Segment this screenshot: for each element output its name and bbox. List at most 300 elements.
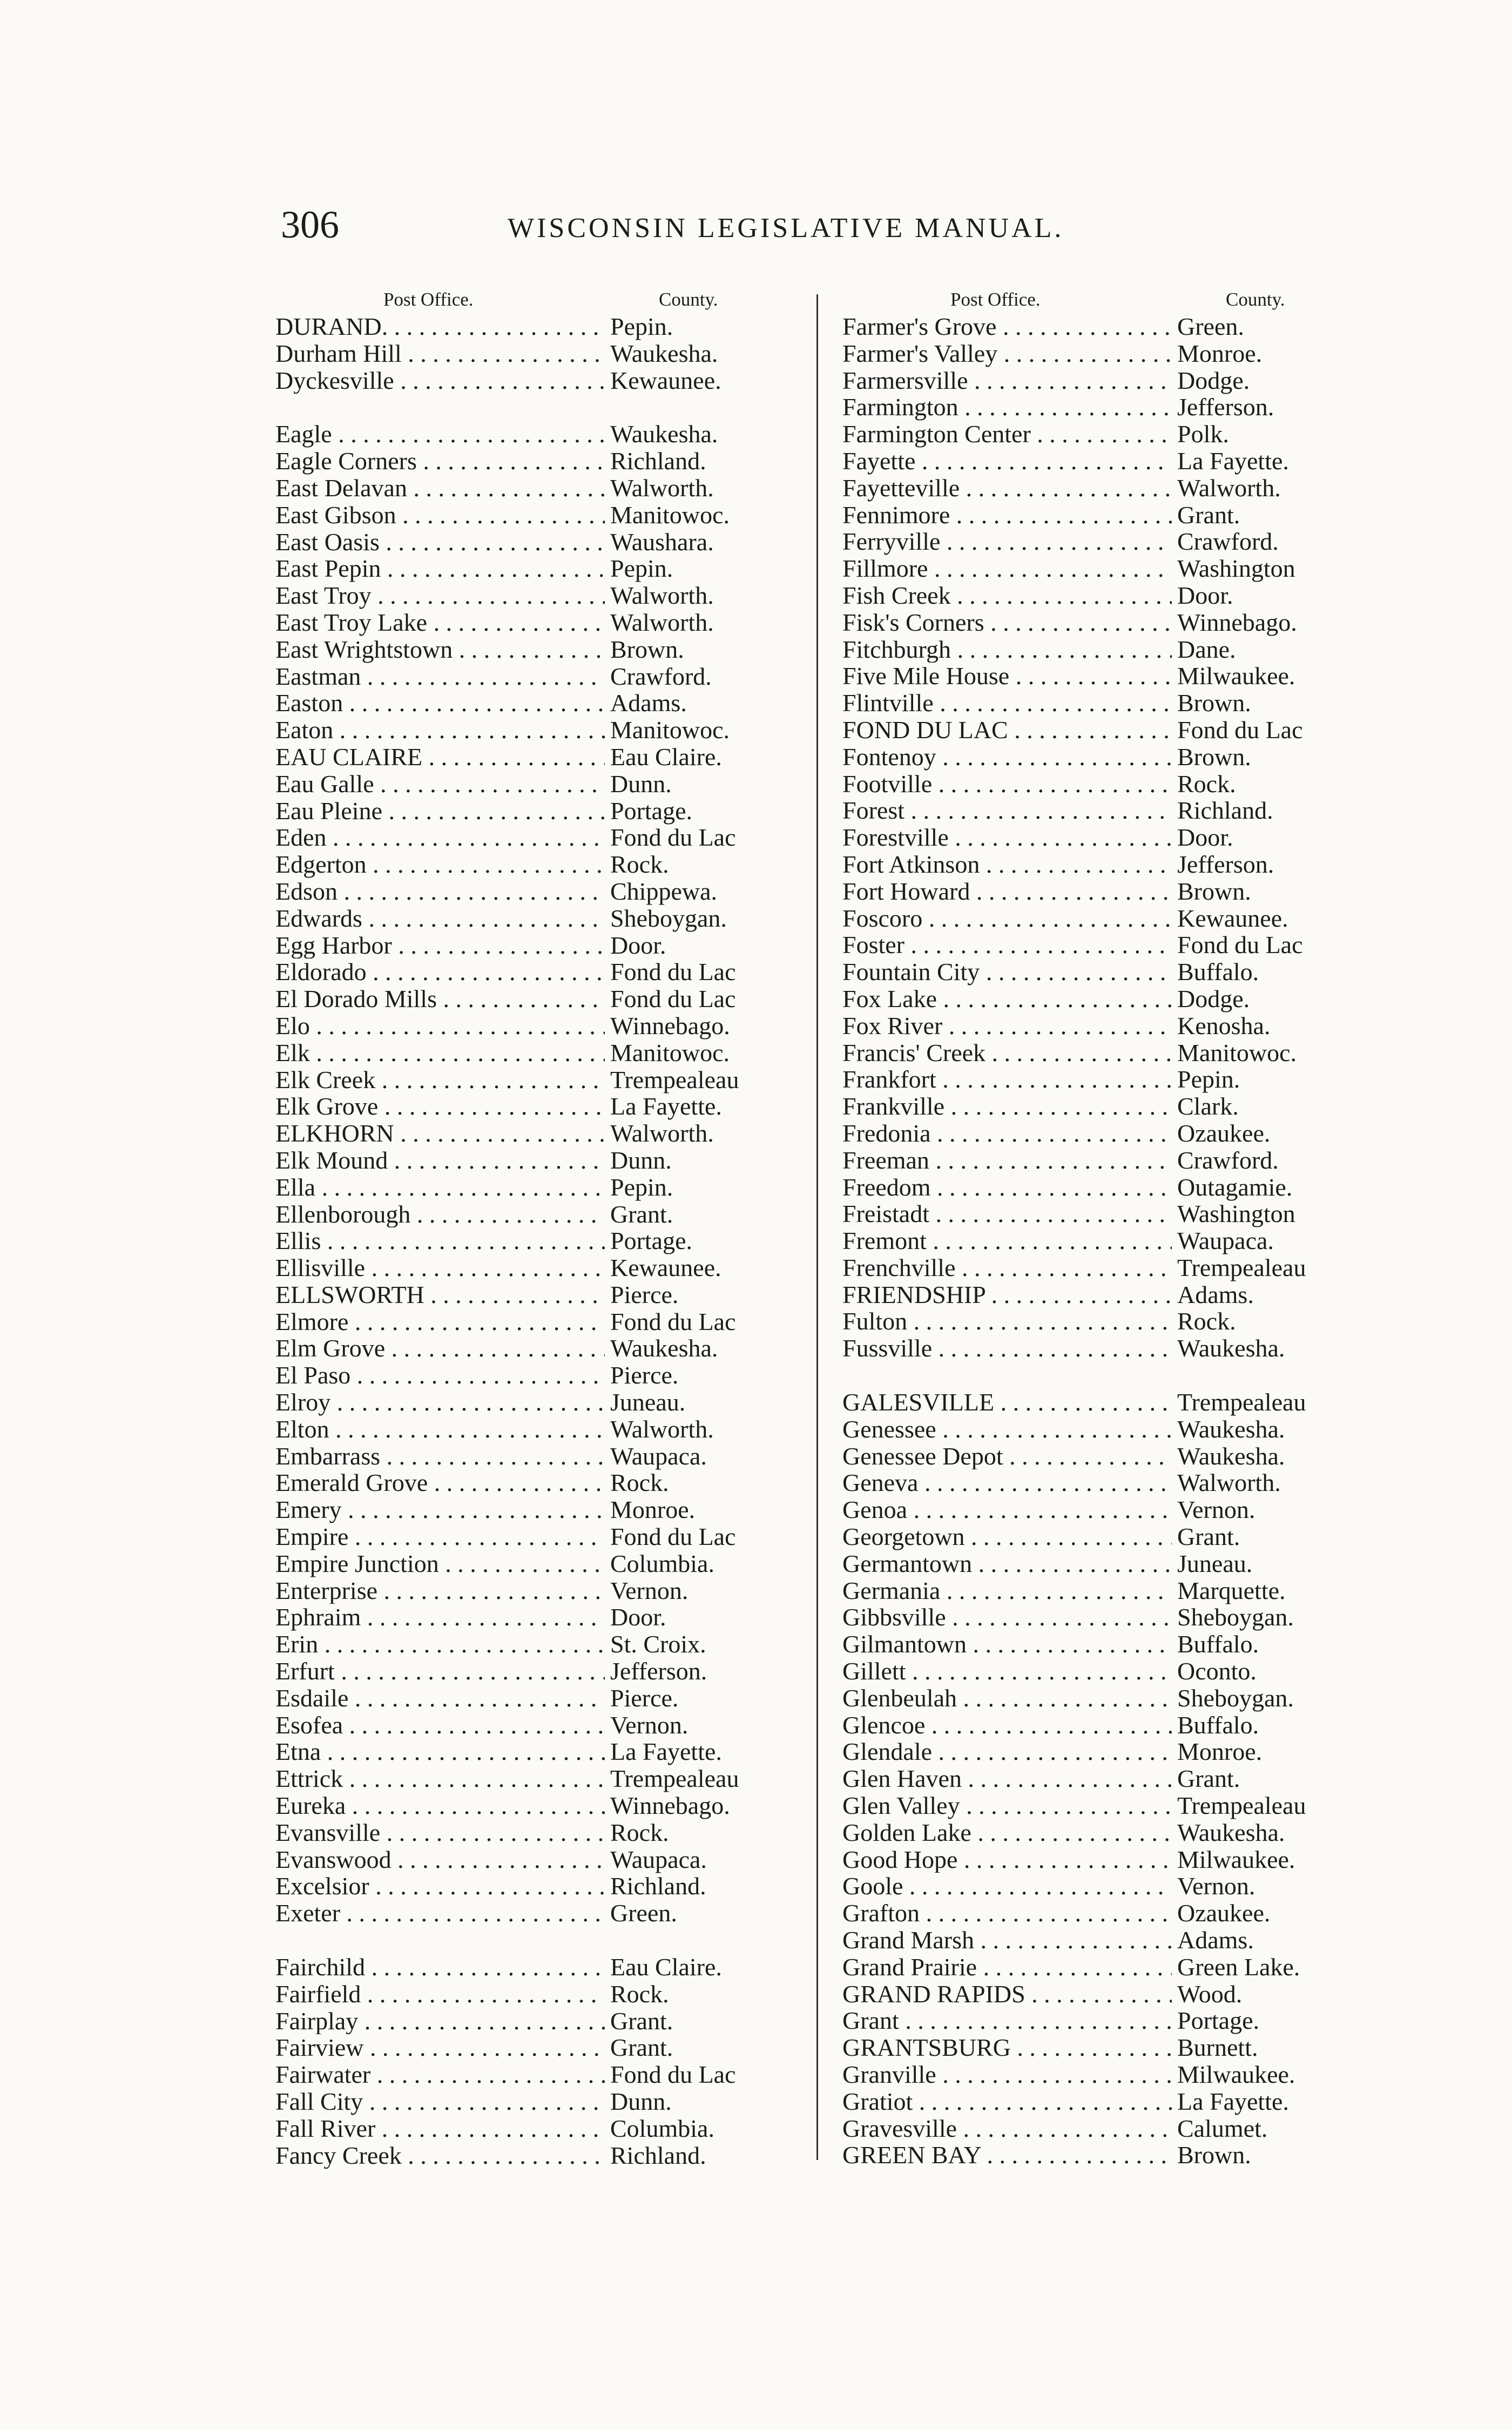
- post-office-name: Fall City . . .: [275, 2088, 605, 2115]
- list-item: [275, 1765, 791, 1792]
- list-item: [275, 663, 791, 690]
- post-office-name: Fisk's Corners . . .: [842, 609, 1172, 636]
- list-item: [275, 1013, 791, 1040]
- county-name: Manitowoc.: [610, 501, 730, 529]
- list-item: [842, 663, 1364, 690]
- county-name: Sheboygan.: [610, 904, 727, 932]
- post-office-name: Elk Mound . . .: [275, 1147, 605, 1174]
- county-name: Juneau.: [610, 1388, 686, 1416]
- list-item: [842, 1631, 1364, 1658]
- post-office-name: Glencoe . . .: [842, 1712, 1172, 1739]
- post-office-name: Fairfield . . .: [275, 1981, 605, 2008]
- county-name: Brown.: [610, 635, 684, 663]
- post-office-name: Elo . . .: [275, 1013, 605, 1040]
- county-name: Dodge.: [1177, 366, 1250, 394]
- post-office-name: GRANTSBURG . . .: [842, 2034, 1172, 2061]
- list-item: [842, 1093, 1364, 1120]
- county-name: Walworth.: [610, 582, 714, 610]
- post-office-name: Francis' Creek . . .: [842, 1040, 1172, 1066]
- list-item: [842, 824, 1364, 851]
- post-office-name: Eagle . . .: [275, 421, 605, 448]
- post-office-name: Gibbsville . . .: [842, 1604, 1172, 1631]
- list-item: [275, 636, 791, 663]
- county-name: Kewaunee.: [610, 1254, 721, 1282]
- county-name: Vernon.: [1177, 1872, 1256, 1900]
- county-name: Dunn.: [610, 770, 672, 798]
- post-office-name: Georgetown . . .: [842, 1523, 1172, 1550]
- list-item: [842, 1416, 1364, 1443]
- post-office-name: Eldorado . . .: [275, 959, 605, 986]
- county-name: Adams.: [1177, 1926, 1254, 1954]
- county-name: Waupaca.: [610, 1442, 707, 1470]
- list-item: [275, 1147, 791, 1174]
- post-office-name: Farmer's Grove . . .: [842, 313, 1172, 340]
- county-name: Grant.: [610, 2007, 673, 2035]
- county-name: Manitowoc.: [610, 1038, 730, 1066]
- column-divider: [816, 294, 818, 2160]
- county-name: Fond du Lac: [610, 985, 736, 1013]
- post-office-name: Genessee . . .: [842, 1416, 1172, 1443]
- post-office-name: Granville . . .: [842, 2061, 1172, 2088]
- list-item: [275, 582, 791, 609]
- list-item: [275, 1281, 791, 1308]
- post-office-name: Ellis . . .: [275, 1227, 605, 1254]
- list-item: [275, 1174, 791, 1201]
- county-name: Wood.: [1177, 1980, 1243, 2008]
- list-item: [275, 2008, 791, 2035]
- list-item: [275, 1308, 791, 1335]
- post-office-name: Forest . . .: [842, 797, 1172, 824]
- county-name: Pepin.: [610, 555, 673, 583]
- left-column: [275, 289, 791, 2169]
- post-office-name: Fairplay . . .: [275, 2008, 605, 2035]
- county-name: Milwaukee.: [1177, 662, 1295, 690]
- county-name: Sheboygan.: [1177, 1684, 1294, 1712]
- list-item: [275, 313, 791, 340]
- post-office-name: Eureka . . .: [275, 1792, 605, 1819]
- county-name: Portage.: [610, 796, 693, 825]
- list-item: [842, 690, 1364, 717]
- post-office-name: Evanswood . . .: [275, 1846, 605, 1873]
- county-name: Richland.: [610, 1872, 706, 1900]
- county-header: County.: [659, 289, 718, 310]
- list-item: [275, 2088, 791, 2115]
- post-office-name: Fox River . . .: [842, 1013, 1172, 1040]
- list-item: [275, 1443, 791, 1470]
- county-name: Monroe.: [610, 1496, 696, 1524]
- county-name: Buffalo.: [1177, 958, 1259, 986]
- post-office-name: Elk . . .: [275, 1040, 605, 1066]
- county-name: Waukesha.: [1177, 1415, 1285, 1443]
- post-office-name: Fennimore . . .: [842, 502, 1172, 529]
- list-item: [842, 1873, 1364, 1900]
- county-name: Grant.: [610, 1200, 673, 1228]
- post-office-name: Ella . . .: [275, 1174, 605, 1201]
- list-item: [275, 367, 791, 394]
- county-name: Fond du Lac: [1177, 931, 1303, 959]
- county-header: County.: [1226, 289, 1285, 310]
- post-office-name: Goole . . .: [842, 1873, 1172, 1900]
- post-office-name: Glen Haven . . .: [842, 1765, 1172, 1792]
- post-office-name: Farmington Center . . .: [842, 421, 1172, 448]
- post-office-name: GALESVILLE . . .: [842, 1389, 1172, 1416]
- list-item: [842, 1900, 1364, 1927]
- county-name: Milwaukee.: [1177, 2061, 1295, 2088]
- list-item: [842, 1308, 1364, 1335]
- list-item: [842, 851, 1364, 878]
- county-name: Fond du Lac: [1177, 716, 1303, 744]
- county-name: Monroe.: [1177, 339, 1263, 367]
- list-item: [842, 771, 1364, 798]
- list-item: [842, 797, 1364, 824]
- list-item: [842, 2061, 1364, 2088]
- list-item: [842, 582, 1364, 609]
- county-name: Waushara.: [610, 528, 714, 556]
- post-office-name: Germania . . .: [842, 1577, 1172, 1604]
- county-name: Grant.: [1177, 1765, 1240, 1793]
- post-office-name: Emery . . .: [275, 1496, 605, 1523]
- post-office-name: FOND DU LAC . . .: [842, 717, 1172, 744]
- county-name: Brown.: [1177, 689, 1251, 717]
- list-item: [275, 475, 791, 502]
- list-item: [275, 798, 791, 825]
- post-office-name: Fredonia . . .: [842, 1120, 1172, 1147]
- county-name: Fond du Lac: [610, 1523, 736, 1551]
- county-name: Buffalo.: [1177, 1711, 1259, 1739]
- list-item: [275, 959, 791, 986]
- post-office-name: Erfurt . . .: [275, 1658, 605, 1685]
- county-name: Trempealeau: [1177, 1253, 1306, 1281]
- list-item: [842, 367, 1364, 394]
- county-name: Monroe.: [1177, 1738, 1263, 1766]
- post-office-name: East Troy . . .: [275, 582, 605, 609]
- county-name: Rock.: [610, 850, 669, 879]
- county-name: Walworth.: [610, 1119, 714, 1148]
- county-name: Pepin.: [610, 1173, 673, 1201]
- county-name: Washington: [1177, 555, 1295, 583]
- list-item: [275, 771, 791, 798]
- list-item: [275, 502, 791, 529]
- county-name: Trempealeau: [610, 1765, 739, 1793]
- county-name: Green.: [1177, 313, 1244, 340]
- county-name: Pierce.: [610, 1684, 679, 1712]
- list-item: [275, 1712, 791, 1739]
- county-name: Walworth.: [610, 1415, 714, 1443]
- list-item: [842, 1792, 1364, 1819]
- list-item: [842, 1120, 1364, 1147]
- list-item: [275, 1066, 791, 1094]
- list-item: [275, 1900, 791, 1927]
- page-number: 306: [281, 203, 339, 246]
- right-column-header: [842, 289, 1364, 313]
- county-name: Dunn.: [610, 2088, 672, 2115]
- list-item: [275, 1658, 791, 1685]
- list-item: [275, 1819, 791, 1846]
- county-name: Dunn.: [610, 1146, 672, 1174]
- list-item: [842, 1685, 1364, 1712]
- county-name: Jefferson.: [1177, 850, 1274, 878]
- county-name: Brown.: [1177, 877, 1251, 905]
- county-name: Manitowoc.: [1177, 1038, 1297, 1066]
- post-office-name: Ellisville . . .: [275, 1254, 605, 1281]
- county-name: Brown.: [1177, 2141, 1251, 2169]
- left-column-header: [275, 289, 791, 313]
- post-office-name: Ferryville . . .: [842, 528, 1172, 555]
- right-entry-list: [842, 313, 1364, 2169]
- post-office-name: Gravesville . . .: [842, 2115, 1172, 2142]
- county-name: Winnebago.: [610, 1011, 730, 1040]
- county-name: Burnett.: [1177, 2034, 1258, 2062]
- county-name: Vernon.: [610, 1711, 688, 1739]
- county-name: Grant.: [1177, 501, 1240, 529]
- post-office-header: Post Office.: [950, 289, 1041, 310]
- county-name: Rock.: [610, 1980, 669, 2008]
- page-title: WISCONSIN LEGISLATIVE MANUAL.: [508, 213, 1064, 244]
- list-item: [275, 2034, 791, 2061]
- post-office-name: Frankville . . .: [842, 1093, 1172, 1120]
- list-item: [275, 1416, 791, 1443]
- list-item: [842, 2007, 1364, 2034]
- list-item: [275, 1954, 791, 1981]
- county-name: Waukesha.: [610, 420, 718, 448]
- county-name: Grant.: [1177, 1523, 1240, 1551]
- post-office-name: Etna . . .: [275, 1738, 605, 1765]
- post-office-name: Durham Hill . . .: [275, 340, 605, 367]
- county-name: Clark.: [1177, 1092, 1239, 1120]
- list-item: [275, 2061, 791, 2088]
- post-office-name: Genoa . . .: [842, 1496, 1172, 1523]
- county-name: Green Lake.: [1177, 1953, 1300, 1981]
- post-office-name: Fairwater . . .: [275, 2061, 605, 2088]
- list-item: [275, 1093, 791, 1120]
- post-office-name: Genessee Depot . . .: [842, 1443, 1172, 1470]
- county-name: Waupaca.: [610, 1845, 707, 1873]
- county-name: Kewaunee.: [1177, 904, 1288, 932]
- county-name: Green.: [610, 1899, 677, 1927]
- county-name: Adams.: [1177, 1280, 1254, 1308]
- post-office-name: Foscoro . . .: [842, 905, 1172, 932]
- county-name: Outagamie.: [1177, 1173, 1293, 1201]
- post-office-name: Eau Pleine . . .: [275, 798, 605, 825]
- county-name: Door.: [1177, 581, 1233, 609]
- list-item: [275, 448, 791, 475]
- list-item: [275, 1604, 791, 1631]
- list-item: [275, 824, 791, 851]
- list-item: [842, 313, 1364, 340]
- list-item: [842, 340, 1364, 367]
- post-office-name: Edson . . .: [275, 878, 605, 905]
- post-office-name: Dyckesville . . .: [275, 367, 605, 394]
- county-name: La Fayette.: [610, 1738, 722, 1766]
- list-item: [275, 1738, 791, 1765]
- county-name: Pepin.: [1177, 1065, 1240, 1094]
- post-office-name: Eau Galle . . .: [275, 771, 605, 798]
- post-office-name: Edwards . . .: [275, 905, 605, 932]
- county-name: St. Croix.: [610, 1630, 706, 1658]
- county-name: Adams.: [610, 689, 687, 717]
- post-office-name: Ephraim . . .: [275, 1604, 605, 1631]
- post-office-name: Emerald Grove . . .: [275, 1469, 605, 1496]
- post-office-name: Erin . . .: [275, 1631, 605, 1658]
- county-name: Waupaca.: [1177, 1227, 1274, 1255]
- post-office-name: Gillett . . .: [842, 1658, 1172, 1685]
- list-item: [842, 744, 1364, 771]
- post-office-name: Grand Marsh . . .: [842, 1927, 1172, 1954]
- post-office-name: Esofea . . .: [275, 1712, 605, 1739]
- county-name: Door.: [610, 1603, 666, 1631]
- post-office-name: DURAND. . . .: [275, 313, 605, 340]
- county-name: Fond du Lac: [610, 958, 736, 986]
- county-name: Fond du Lac: [610, 2061, 736, 2089]
- post-office-name: Freistadt . . .: [842, 1200, 1172, 1227]
- list-item: [842, 421, 1364, 448]
- post-office-name: Fox Lake . . .: [842, 986, 1172, 1013]
- list-item: [842, 1254, 1364, 1281]
- county-name: Walworth.: [610, 474, 714, 502]
- list-item: [842, 1738, 1364, 1765]
- list-item: [275, 555, 791, 582]
- county-name: Jefferson.: [610, 1657, 707, 1685]
- post-office-name: El Paso . . .: [275, 1362, 605, 1389]
- list-item: [842, 636, 1364, 663]
- list-item: [842, 959, 1364, 986]
- post-office-name: Fayette . . .: [842, 448, 1172, 475]
- county-name: Kewaunee.: [610, 366, 721, 394]
- list-item: [275, 932, 791, 959]
- county-name: La Fayette.: [610, 1092, 722, 1120]
- list-item: [275, 1631, 791, 1658]
- post-office-name: Freedom . . .: [842, 1174, 1172, 1201]
- post-office-name: Evansville . . .: [275, 1819, 605, 1846]
- list-item: [842, 1658, 1364, 1685]
- county-name: Fond du Lac: [610, 1307, 736, 1335]
- post-office-name: Fulton . . .: [842, 1308, 1172, 1335]
- county-name: Calumet.: [1177, 2114, 1268, 2142]
- county-name: Columbia.: [610, 1549, 714, 1577]
- list-item: [842, 878, 1364, 905]
- list-item: [275, 1523, 791, 1550]
- post-office-name: East Troy Lake . . .: [275, 609, 605, 636]
- list-item: [842, 1335, 1364, 1362]
- county-name: Waukesha.: [1177, 1442, 1285, 1470]
- post-office-name: EAU CLAIRE . . .: [275, 744, 605, 771]
- county-name: Winnebago.: [1177, 608, 1297, 636]
- county-name: Fond du Lac: [610, 824, 736, 852]
- county-name: Brown.: [1177, 742, 1251, 771]
- post-office-name: Fitchburgh . . .: [842, 636, 1172, 663]
- county-name: Ozaukee.: [1177, 1899, 1271, 1927]
- county-name: Trempealeau: [1177, 1792, 1306, 1820]
- county-name: Ozaukee.: [1177, 1119, 1271, 1147]
- list-item: [275, 421, 791, 448]
- list-item: [275, 1040, 791, 1066]
- post-office-name: Freeman . . .: [842, 1147, 1172, 1174]
- county-name: Oconto.: [1177, 1657, 1257, 1685]
- list-item: [842, 1712, 1364, 1739]
- list-item: [842, 1013, 1364, 1040]
- county-name: Eau Claire.: [610, 742, 722, 771]
- list-item: [842, 1066, 1364, 1093]
- list-item: [842, 905, 1364, 932]
- county-name: Portage.: [1177, 2007, 1260, 2035]
- post-office-header: Post Office.: [383, 289, 474, 310]
- post-office-name: Fillmore . . .: [842, 555, 1172, 582]
- list-item: [842, 717, 1364, 744]
- list-item: [275, 986, 791, 1013]
- list-item: [275, 1120, 791, 1147]
- post-office-name: Fairview . . .: [275, 2034, 605, 2061]
- list-item: [842, 1604, 1364, 1631]
- post-office-name: East Delavan . . .: [275, 475, 605, 502]
- post-office-name: Fort Atkinson . . .: [842, 851, 1172, 878]
- county-name: Winnebago.: [610, 1792, 730, 1820]
- county-name: Richland.: [1177, 796, 1273, 825]
- list-item: [275, 2115, 791, 2142]
- post-office-name: Embarrass . . .: [275, 1443, 605, 1470]
- list-item: [275, 690, 791, 717]
- post-office-name: Enterprise . . .: [275, 1577, 605, 1604]
- county-name: Portage.: [610, 1227, 693, 1255]
- list-item: [275, 1335, 791, 1362]
- post-office-name: Fayetteville . . .: [842, 475, 1172, 502]
- county-name: Trempealeau: [610, 1065, 739, 1094]
- left-entry-list: [275, 313, 791, 2169]
- post-office-name: Frankfort . . .: [842, 1066, 1172, 1093]
- county-name: Grant.: [610, 2034, 673, 2062]
- list-item: [842, 2034, 1364, 2061]
- county-name: Manitowoc.: [610, 716, 730, 744]
- list-item: [275, 1981, 791, 2008]
- post-office-name: Fountain City . . .: [842, 959, 1172, 986]
- post-office-name: Grant . . .: [842, 2007, 1172, 2034]
- list-item: [275, 1550, 791, 1577]
- list-item: [275, 1496, 791, 1523]
- post-office-name: Elton . . .: [275, 1416, 605, 1443]
- county-name: Rock.: [610, 1818, 669, 1846]
- list-item: [842, 1040, 1364, 1066]
- post-office-name: Edgerton . . .: [275, 851, 605, 878]
- post-office-name: Fancy Creek . . .: [275, 2142, 605, 2169]
- post-office-name: Forestville . . .: [842, 824, 1172, 851]
- post-office-name: Grand Prairie . . .: [842, 1954, 1172, 1981]
- county-name: Kenosha.: [1177, 1011, 1271, 1040]
- list-item: [842, 1765, 1364, 1792]
- list-item: [842, 394, 1364, 421]
- list-item: [842, 1281, 1364, 1308]
- list-item: [842, 1147, 1364, 1174]
- post-office-name: Flintville . . .: [842, 690, 1172, 717]
- post-office-name: El Dorado Mills . . .: [275, 986, 605, 1013]
- list-item: [275, 717, 791, 744]
- list-item: [842, 1846, 1364, 1873]
- county-name: Crawford.: [610, 662, 712, 690]
- county-name: Eau Claire.: [610, 1953, 722, 1981]
- county-name: Buffalo.: [1177, 1630, 1259, 1658]
- county-name: Walworth.: [610, 608, 714, 636]
- county-name: Crawford.: [1177, 1146, 1279, 1174]
- post-office-name: Eastman . . .: [275, 663, 605, 690]
- list-item: [842, 1981, 1364, 2008]
- list-item: [842, 1577, 1364, 1604]
- post-office-name: Farmington . . .: [842, 394, 1172, 421]
- county-name: Chippewa.: [610, 877, 718, 905]
- list-item: [275, 905, 791, 932]
- post-office-name: Germantown . . .: [842, 1550, 1172, 1577]
- right-column: [842, 289, 1364, 2169]
- county-name: Vernon.: [610, 1576, 688, 1604]
- list-item: [842, 2115, 1364, 2142]
- post-office-name: Geneva . . .: [842, 1469, 1172, 1496]
